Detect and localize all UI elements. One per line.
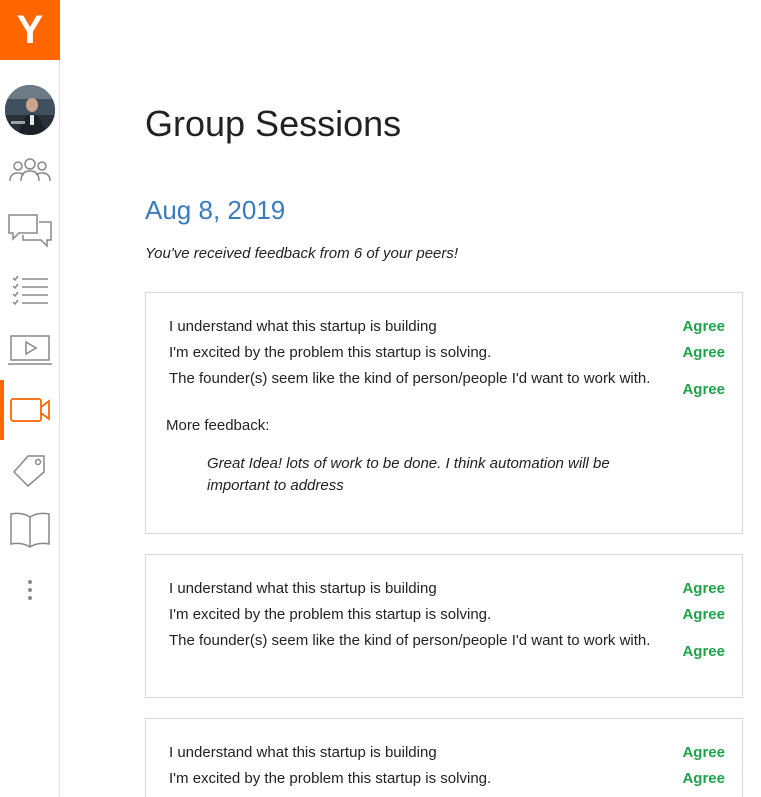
page-title: Group Sessions bbox=[145, 103, 402, 144]
feedback-statement: The founder(s) seem like the kind of person/people I'd want to work with. bbox=[169, 632, 651, 649]
feedback-statement: I'm excited by the problem this startup is solving. bbox=[169, 344, 492, 361]
avatar[interactable] bbox=[5, 85, 55, 135]
y-logo[interactable]: Y bbox=[0, 0, 60, 60]
checklist-icon[interactable] bbox=[0, 270, 59, 310]
feedback-statement: I understand what this startup is building bbox=[169, 318, 437, 335]
more-feedback-text: Great Idea! lots of work to be done. I think automation will be important to address bbox=[207, 455, 610, 494]
feedback-statement: I'm excited by the problem this startup is solving. bbox=[169, 770, 492, 787]
more-feedback-label: More feedback: bbox=[166, 417, 270, 434]
video-play-icon[interactable] bbox=[0, 330, 59, 370]
feedback-answer: Agree bbox=[682, 770, 725, 787]
chat-icon[interactable] bbox=[0, 210, 59, 250]
feedback-answer: Agree bbox=[682, 580, 725, 597]
feedback-card bbox=[145, 292, 743, 534]
video-camera-icon[interactable] bbox=[0, 390, 59, 430]
feedback-statement: I understand what this startup is building bbox=[169, 744, 437, 761]
sidebar bbox=[0, 0, 60, 797]
feedback-statement: I understand what this startup is building bbox=[169, 580, 437, 597]
feedback-answer: Agree bbox=[682, 643, 725, 660]
feedback-statement: I'm excited by the problem this startup is solving. bbox=[169, 606, 492, 623]
received-note: You've received feedback from 6 of your peers! bbox=[145, 245, 459, 262]
tag-icon[interactable] bbox=[0, 450, 59, 490]
people-icon[interactable] bbox=[0, 150, 59, 190]
feedback-answer: Agree bbox=[682, 318, 725, 335]
more-icon[interactable] bbox=[0, 570, 59, 610]
book-icon[interactable] bbox=[0, 510, 59, 550]
feedback-card bbox=[145, 554, 743, 698]
feedback-card bbox=[145, 718, 743, 797]
feedback-answer: Agree bbox=[682, 606, 725, 623]
feedback-statement: The founder(s) seem like the kind of person/people I'd want to work with. bbox=[169, 370, 651, 387]
feedback-answer: Agree bbox=[682, 744, 725, 761]
feedback-answer: Agree bbox=[682, 381, 725, 398]
feedback-answer: Agree bbox=[682, 344, 725, 361]
session-date: Aug 8, 2019 bbox=[145, 195, 286, 225]
